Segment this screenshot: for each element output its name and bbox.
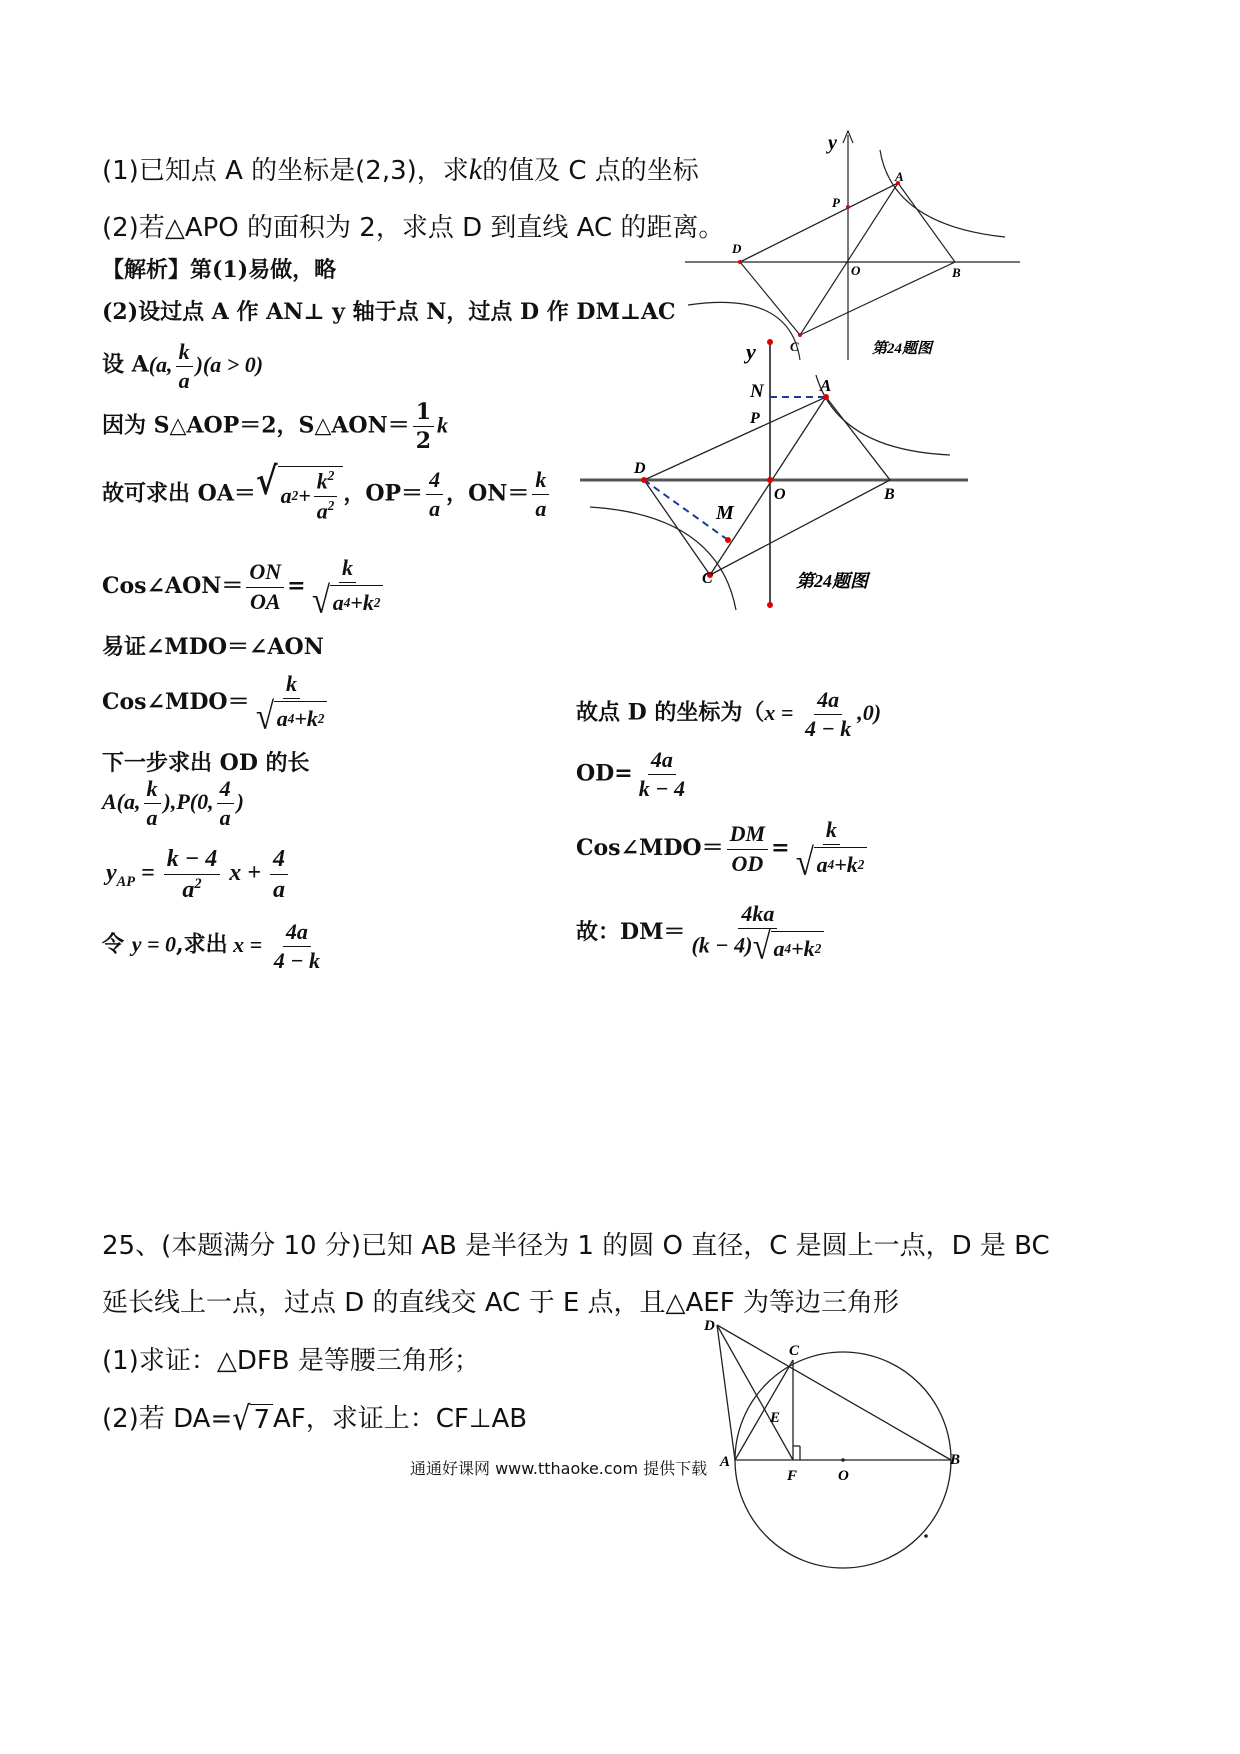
line-DA [740, 183, 898, 262]
fig2-label-D: D [634, 460, 646, 477]
q25-line1: 25、(本题满分 10 分)已知 AB 是半径为 1 的圆 O 直径，C 是圆上一点，D 是 BC [102, 1231, 1050, 1261]
solution-step8: 下一步求出 OD 的长 [102, 750, 310, 776]
fig1-label-C: C [790, 339, 799, 354]
fig2-hyperbola-lower [590, 507, 736, 610]
figure-24-large [578, 335, 973, 620]
fig2-label-A: A [820, 376, 832, 395]
q24-part2: (2)若△APO 的面积为 2，求点 D 到直线 AC 的距离。 [102, 213, 725, 243]
solution-step3: 因为 S△AOP＝2，S△AON＝ $\frac{1}{2}$ k [102, 399, 449, 455]
solution-step10: 令 y = 0,求出 x = $\frac{4a}{4 - k}$ [102, 919, 321, 974]
fig3-label-E: E [770, 1410, 781, 1426]
q24-part1: (1)已知点 A 的坐标是(2,3)，求k的值及 C 点的坐标 [102, 153, 699, 186]
fig3-label-F: F [787, 1468, 798, 1484]
q25-part1: (1)求证：△DFB 是等腰三角形； [102, 1346, 480, 1376]
solution-step5: Cos∠AON＝ $\frac{ON}{OA}$ = k √ a 4 +k 2 [102, 556, 389, 618]
solution-step-yap: $y_{AP}$ = $\frac{k - 4}{a^2}$ x + $\frac{4}{a}$ [106, 846, 291, 904]
line-DA [717, 1325, 735, 1460]
hyperbola-upper-right [880, 150, 1005, 237]
q25-part2: (2)若 DA= √ 7 AF，求证上：CF⊥AB [102, 1398, 528, 1438]
solution-right4: 故：DM＝ 4ka (k − 4) √ a 4 +k 2 [576, 902, 830, 964]
fig2-label-O: O [774, 486, 786, 503]
q25-line2: 延长线上一点，过点 D 的直线交 AC 于 E 点，且△AEF 为等边三角形 [102, 1288, 899, 1318]
line-DB [717, 1325, 951, 1460]
solution-header: 【解析】第(1)易做，略 [102, 257, 337, 283]
fig1-axis-y-label: y [828, 132, 837, 154]
fig2-label-M: M [716, 502, 734, 524]
fig2-rhombus-ABCD [644, 397, 890, 575]
fig3-label-O: O [838, 1468, 849, 1484]
fig2-hyperbola-upper [816, 375, 950, 455]
solution-step9: A(a, $\frac{k}{a}$ ),P(0, $\frac{4}{a}$ ) [102, 776, 244, 831]
fig3-label-C: C [789, 1343, 800, 1359]
fig2-axis-y-label: y [746, 339, 756, 364]
page-footer: 通通好课网 www.tthaoke.com 提供下载 [410, 1459, 708, 1478]
fig2-label-B: B [884, 486, 895, 503]
line-DF [717, 1325, 793, 1460]
fig3-label-D: D [704, 1318, 715, 1334]
fig1-label-D: D [732, 241, 742, 256]
solution-step2: 设 A(a, $\frac{k}{a}$ )(a > 0) [102, 339, 264, 394]
fig2-caption: 第24题图 [796, 571, 868, 591]
fig1-label-A: A [895, 169, 904, 184]
solution-right3: Cos∠MDO＝ $\frac{DM}{OD}$ = k √ a 4 +k 2 [576, 818, 873, 880]
solution-step1: (2)设过点 A 作 AN⊥ y 轴于点 N，过点 D 作 DM⊥AC [102, 299, 676, 325]
figure-24-small [680, 125, 1025, 370]
solution-right1: 故点 D 的坐标为（x = $\frac{4a}{4 - k}$ ,0) [576, 687, 882, 742]
fig1-label-O: O [851, 263, 861, 278]
solution-step6: 易证∠MDO＝∠AON [102, 634, 324, 660]
fig1-label-B: B [952, 265, 961, 280]
fig3-label-A: A [720, 1454, 731, 1470]
fig1-caption: 第24题图 [872, 341, 933, 357]
solution-step7: Cos∠MDO＝ k √ a 4 +k 2 [102, 672, 333, 734]
fig2-label-P: P [750, 410, 760, 427]
fig3-label-B: B [950, 1452, 961, 1468]
figure-25 [700, 1310, 980, 1590]
solution-step4: 故可求出 OA＝ √ a 2 + $\frac{k^2}{a^2}$ ，OP＝ $\frac{4}{a}$ ，ON＝ $\frac{k}{a}$ [102, 466, 552, 523]
fig2-label-N: N [750, 381, 764, 402]
fig1-label-P: P [832, 195, 840, 210]
fig2-label-C: C [702, 570, 713, 587]
solution-right2: OD= $\frac{4a}{k - 4}$ [576, 747, 686, 802]
